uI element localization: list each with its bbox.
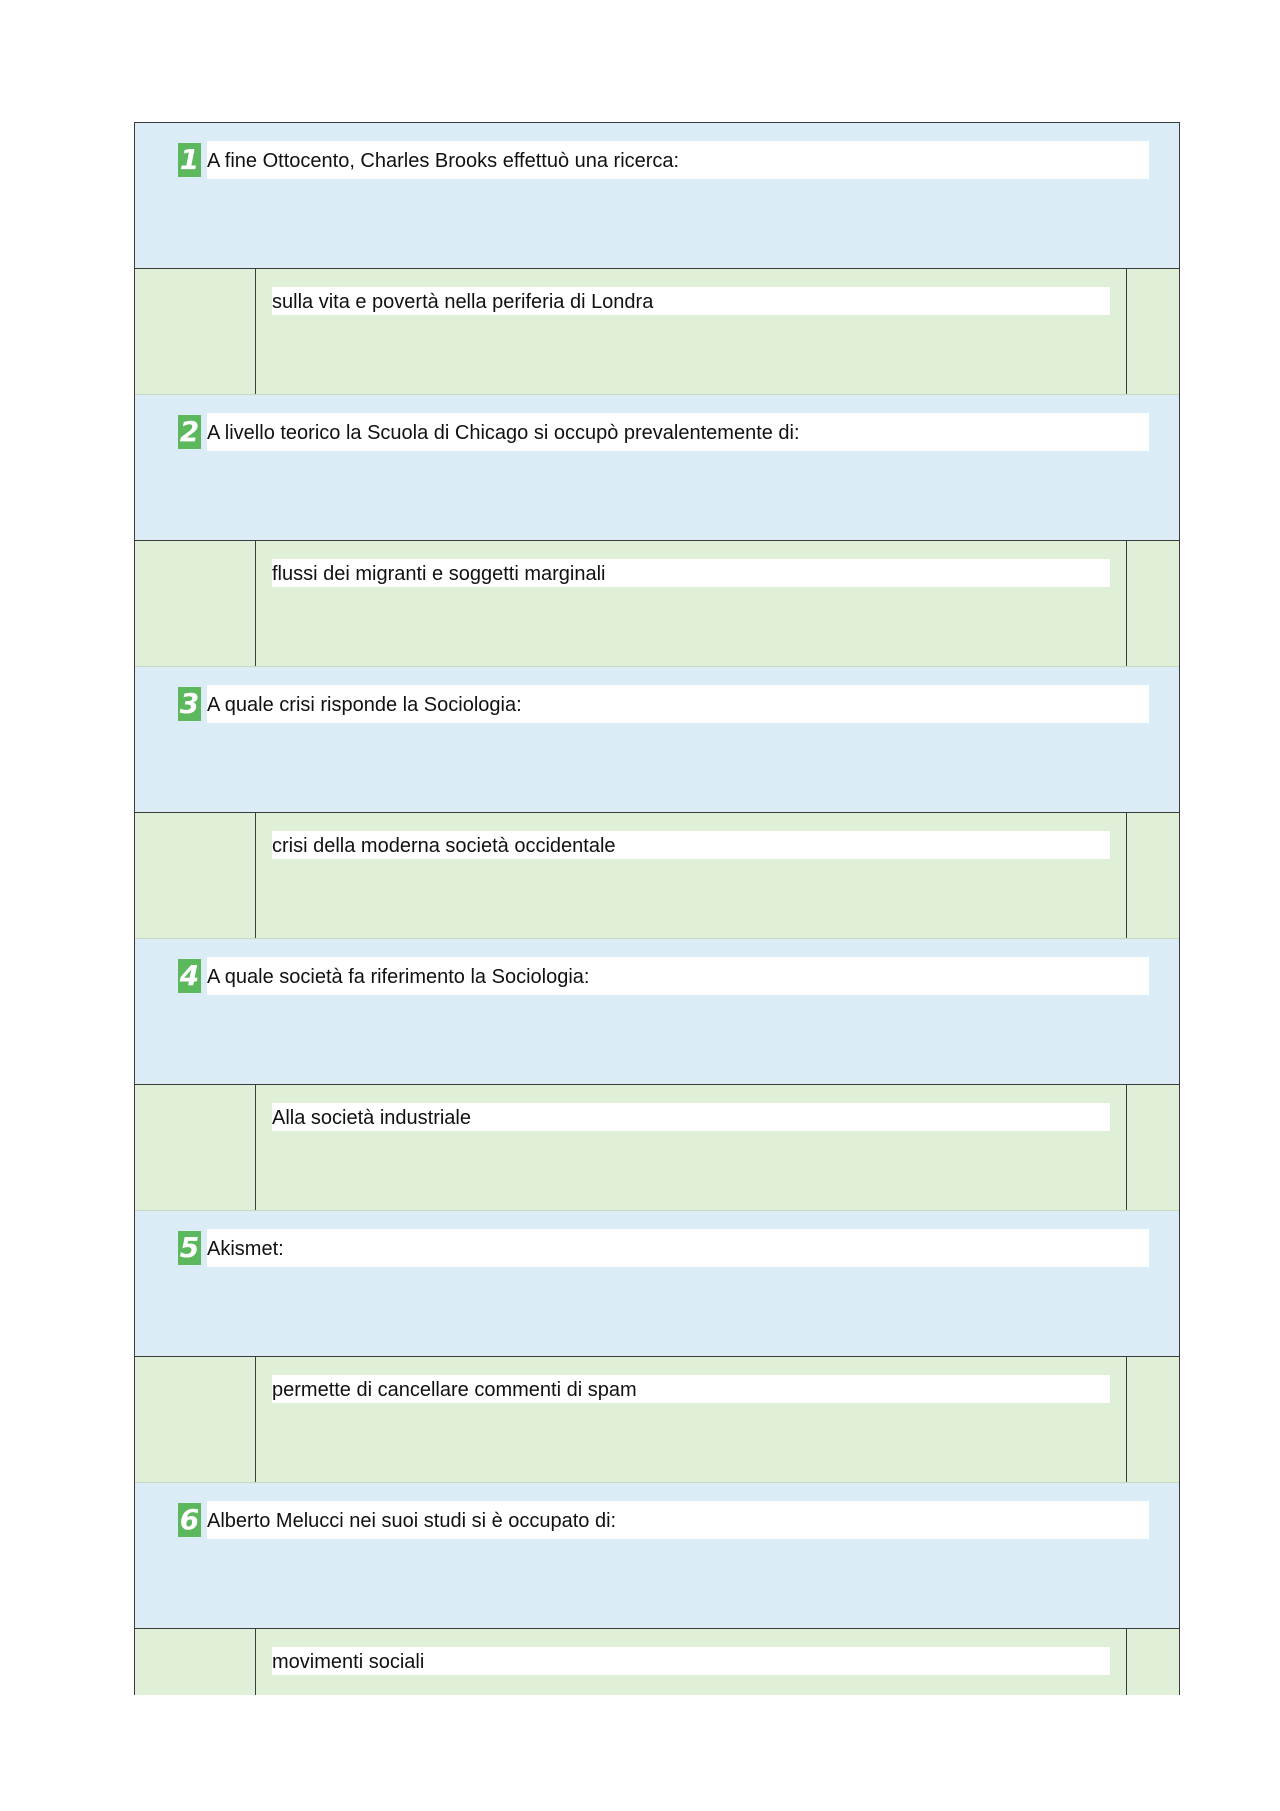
- question-number-badge: 2: [179, 415, 200, 448]
- answer-row: [135, 1085, 1179, 1211]
- answer-cell: [255, 541, 1127, 666]
- answer-cell: [255, 269, 1127, 394]
- question-row: [135, 395, 1179, 541]
- question-row: [135, 1483, 1179, 1629]
- answer-row: [135, 1629, 1179, 1695]
- question-row: [135, 1211, 1179, 1357]
- answer-cell: [255, 813, 1127, 938]
- answer-row: [135, 813, 1179, 939]
- question-text: A livello teorico la Scuola di Chicago si occupò prevalentemente di:: [207, 413, 1149, 451]
- answer-cell: [255, 1629, 1127, 1695]
- question-row: [135, 123, 1179, 269]
- question-row: [135, 939, 1179, 1085]
- quiz-table: [134, 122, 1180, 1695]
- question-number-badge: 4: [179, 959, 200, 992]
- question-number-badge: 6: [179, 1503, 200, 1536]
- question-row: [135, 667, 1179, 813]
- answer-text: movimenti sociali: [272, 1647, 1110, 1675]
- question-text: Alberto Melucci nei suoi studi si è occupato di:: [207, 1501, 1149, 1539]
- question-number-badge: 3: [179, 687, 200, 720]
- question-text: A quale crisi risponde la Sociologia:: [207, 685, 1149, 723]
- answer-row: [135, 1357, 1179, 1483]
- question-number-badge: 5: [179, 1231, 200, 1264]
- answer-cell: [255, 1085, 1127, 1210]
- answer-text: Alla società industriale: [272, 1103, 1110, 1131]
- answer-row: [135, 269, 1179, 395]
- answer-text: crisi della moderna società occidentale: [272, 831, 1110, 859]
- question-number-badge: 1: [179, 143, 200, 176]
- question-text: A fine Ottocento, Charles Brooks effettuò una ricerca:: [207, 141, 1149, 179]
- answer-text: permette di cancellare commenti di spam: [272, 1375, 1110, 1403]
- answer-text: sulla vita e povertà nella periferia di Londra: [272, 287, 1110, 315]
- question-text: Akismet:: [207, 1229, 1149, 1267]
- answer-text: flussi dei migranti e soggetti marginali: [272, 559, 1110, 587]
- answer-row: [135, 541, 1179, 667]
- question-text: A quale società fa riferimento la Sociologia:: [207, 957, 1149, 995]
- answer-cell: [255, 1357, 1127, 1482]
